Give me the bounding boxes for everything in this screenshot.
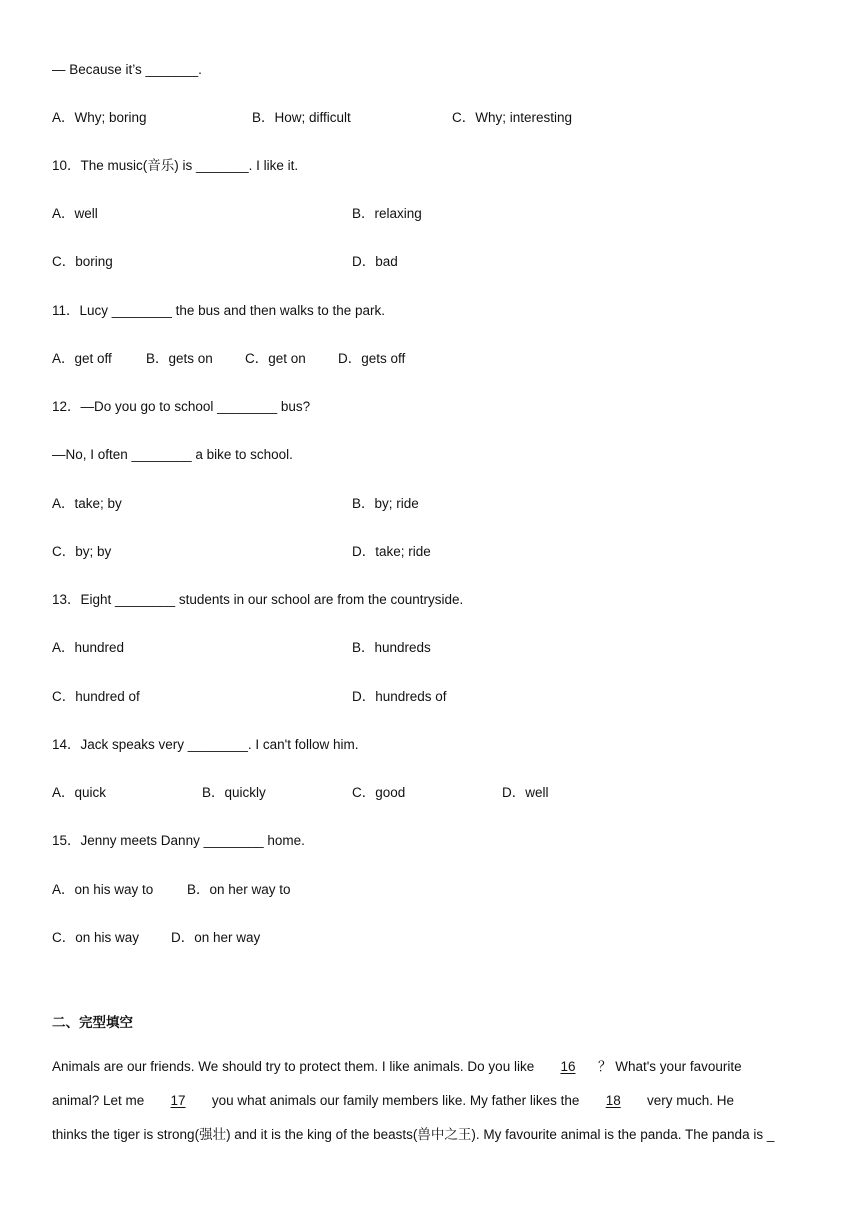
cloze-trailing-blank: _ bbox=[766, 1127, 775, 1142]
q15-option-a: A．on his way to bbox=[52, 882, 154, 897]
q13-option-a: A．hundred bbox=[52, 640, 125, 655]
q12-stem: 12．—Do you go to school ________ bus? bbox=[52, 399, 311, 414]
q11-option-b: B．gets on bbox=[146, 351, 213, 366]
q10-option-a: A．well bbox=[52, 206, 98, 221]
cloze-text: ？ What's your favourite bbox=[597, 1059, 742, 1074]
cloze-text: thinks the tiger is strong(强壮) and it is the king of the beasts(兽中之王). My favourite animal is the panda. The panda is bbox=[52, 1127, 767, 1142]
q12-option-d: D．take; ride bbox=[352, 544, 431, 559]
q15-stem: 15．Jenny meets Danny ________ home. bbox=[52, 833, 305, 848]
cloze-text: you what animals our family members like. My father likes the bbox=[208, 1093, 584, 1108]
q14-option-b: B．quickly bbox=[202, 785, 266, 800]
q9-option-a: A．Why; boring bbox=[52, 110, 147, 125]
blank-18: 18 bbox=[605, 1093, 621, 1108]
q11-stem: 11．Lucy ________ the bus and then walks to the park. bbox=[52, 303, 385, 318]
blank-16: 16 bbox=[560, 1059, 576, 1074]
q13-option-d: D．hundreds of bbox=[352, 689, 447, 704]
q13-option-b: B．hundreds bbox=[352, 640, 431, 655]
q11-option-c: C．get on bbox=[245, 351, 306, 366]
q9-option-c: C．Why; interesting bbox=[452, 110, 573, 125]
q14-option-d: D．well bbox=[502, 785, 549, 800]
cloze-paragraph-line-1 bbox=[52, 1058, 812, 1076]
q11-option-d: D．gets off bbox=[338, 351, 406, 366]
cloze-paragraph-line-2 bbox=[52, 1092, 812, 1110]
q14-option-a: A．quick bbox=[52, 785, 107, 800]
q15-option-c: C．on his way bbox=[52, 930, 140, 945]
cloze-text: Animals are our friends. We should try to protect them. I like animals. Do you like bbox=[52, 1059, 538, 1074]
blank-17: 17 bbox=[170, 1093, 186, 1108]
q12-option-c: C．by; by bbox=[52, 544, 112, 559]
q9-option-b: B．How; difficult bbox=[252, 110, 351, 125]
q14-option-c: C．good bbox=[352, 785, 406, 800]
q13-option-c: C．hundred of bbox=[52, 689, 140, 704]
q15-option-b: B．on her way to bbox=[187, 882, 291, 897]
q11-option-a: A．get off bbox=[52, 351, 112, 366]
q10-option-b: B．relaxing bbox=[352, 206, 422, 221]
cloze-paragraph-line-3 bbox=[52, 1126, 812, 1144]
cloze-text: animal? Let me bbox=[52, 1093, 149, 1108]
q9-answer-line: — Because it’s _______. bbox=[52, 62, 202, 77]
q10-option-d: D．bad bbox=[352, 254, 398, 269]
section-title-cloze: 二、完型填空 bbox=[52, 1015, 133, 1030]
q15-option-d: D．on her way bbox=[171, 930, 261, 945]
q14-stem: 14．Jack speaks very ________. I can't follow him. bbox=[52, 737, 359, 752]
q12-option-b: B．by; ride bbox=[352, 496, 419, 511]
q13-stem: 13．Eight ________ students in our school are from the countryside. bbox=[52, 592, 464, 607]
q12-option-a: A．take; by bbox=[52, 496, 122, 511]
q10-stem: 10．The music(音乐) is _______. I like it. bbox=[52, 158, 299, 173]
q12-stem-reply: —No, I often ________ a bike to school. bbox=[52, 447, 293, 462]
cloze-text: very much. He bbox=[643, 1093, 734, 1108]
q10-option-c: C．boring bbox=[52, 254, 113, 269]
